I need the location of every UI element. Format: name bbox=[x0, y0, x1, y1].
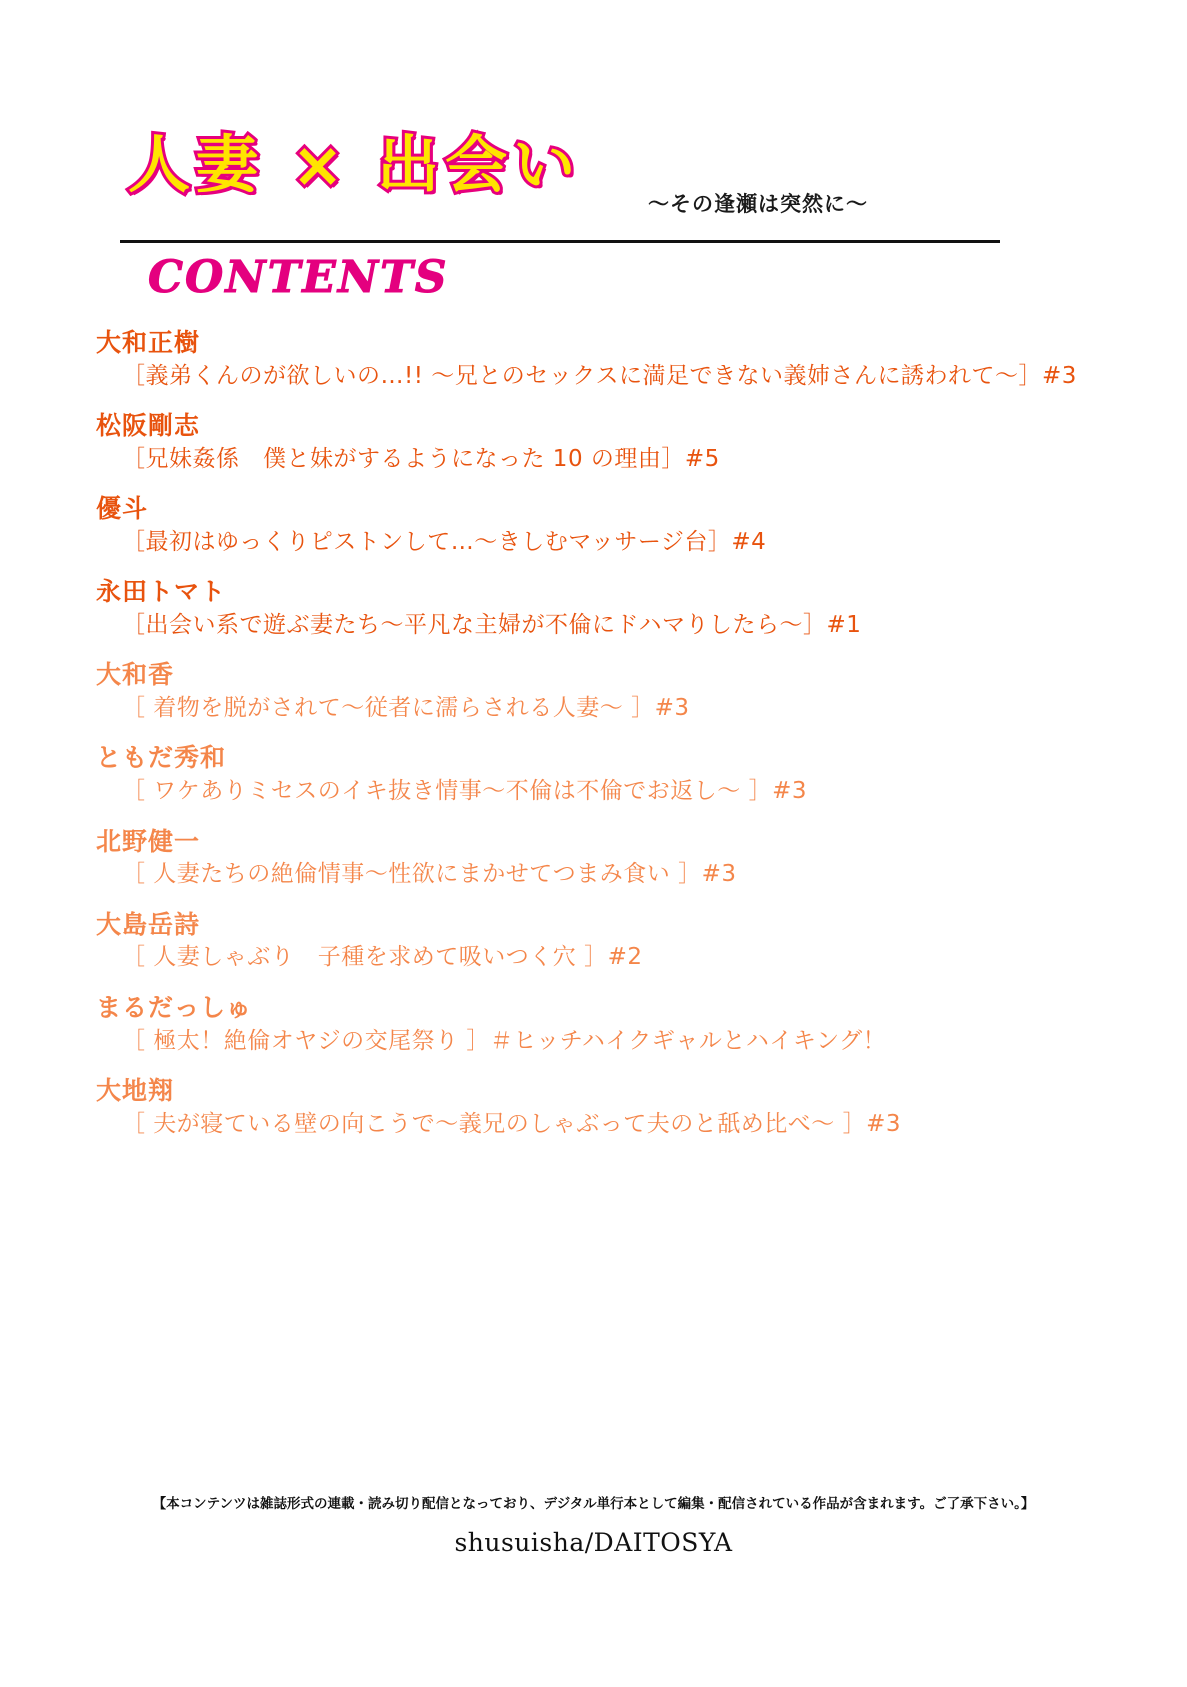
list-item bbox=[96, 908, 1096, 975]
contents-list bbox=[96, 326, 1096, 1157]
entry-title: ［ ワケありミセスのイキ抜き情事～不倫は不倫でお返し～ ］#3 bbox=[122, 778, 808, 805]
entry-author: まるだっしゅ bbox=[96, 992, 253, 1022]
list-item bbox=[96, 326, 1096, 393]
entry-title: ［ 人妻しゃぶり 子種を求めて吸いつく穴 ］#2 bbox=[122, 944, 643, 971]
entry-author: 大島岳詩 bbox=[96, 909, 201, 939]
entry-author: 永田トマト bbox=[96, 577, 227, 607]
entry-title: ［出会い系で遊ぶ妻たち～平凡な主婦が不倫にドハマりしたら～］#1 bbox=[122, 612, 862, 639]
entry-title: ［義弟くんのが欲しいの…!! ～兄とのセックスに満足できない義姉さんに誘われて～］#3 bbox=[122, 362, 1077, 389]
magazine-subtitle: 〜その逢瀬は突然に〜 bbox=[648, 192, 868, 216]
entry-author: 松阪剛志 bbox=[96, 411, 201, 441]
list-item bbox=[96, 1074, 1096, 1141]
entry-author: 北野健一 bbox=[96, 826, 201, 856]
list-item bbox=[96, 741, 1096, 808]
magazine-title: 人妻 × 出会い bbox=[128, 128, 582, 201]
entry-author: 大和正樹 bbox=[96, 328, 201, 357]
footer-disclaimer: 【本コンテンツは雑誌形式の連載・読み切り配信となっており、デジタル単行本として編集・配信されている作品が含まれます。ご了承下さい。】 bbox=[152, 1496, 1035, 1512]
list-item bbox=[96, 492, 1096, 559]
entry-title: ［最初はゆっくりピストンして…～きしむマッサージ台］#4 bbox=[122, 528, 767, 555]
list-item bbox=[96, 991, 1096, 1058]
list-item bbox=[96, 825, 1096, 892]
entry-author: ともだ秀和 bbox=[96, 743, 227, 773]
list-item bbox=[96, 658, 1096, 725]
list-item bbox=[96, 409, 1096, 476]
entry-title: ［ 人妻たちの絶倫情事～性欲にまかせてつまみ食い ］#3 bbox=[122, 861, 737, 888]
list-item bbox=[96, 575, 1096, 642]
entry-title: ［兄妹姦係 僕と妹がするようになった 10 の理由］#5 bbox=[122, 445, 720, 472]
entry-title: ［ 夫が寝ている壁の向こうで～義兄のしゃぶって夫のと舐め比べ～ ］#3 bbox=[122, 1110, 902, 1137]
entry-title: ［ 極太！絶倫オヤジの交尾祭り ］＃ヒッチハイクギャルとハイキング！ bbox=[122, 1027, 887, 1054]
entry-author: 大地翔 bbox=[96, 1075, 175, 1105]
entry-author: 大和香 bbox=[96, 660, 175, 690]
entry-author: 優斗 bbox=[96, 494, 149, 524]
masthead bbox=[120, 128, 1070, 238]
page-title: CONTENTS bbox=[148, 252, 449, 303]
header-divider bbox=[120, 240, 1000, 243]
footer-publisher: shusuisha/DAITOSYA bbox=[454, 1528, 733, 1557]
entry-title: ［ 着物を脱がされて～従者に濡らされる人妻～ ］#3 bbox=[122, 695, 690, 722]
